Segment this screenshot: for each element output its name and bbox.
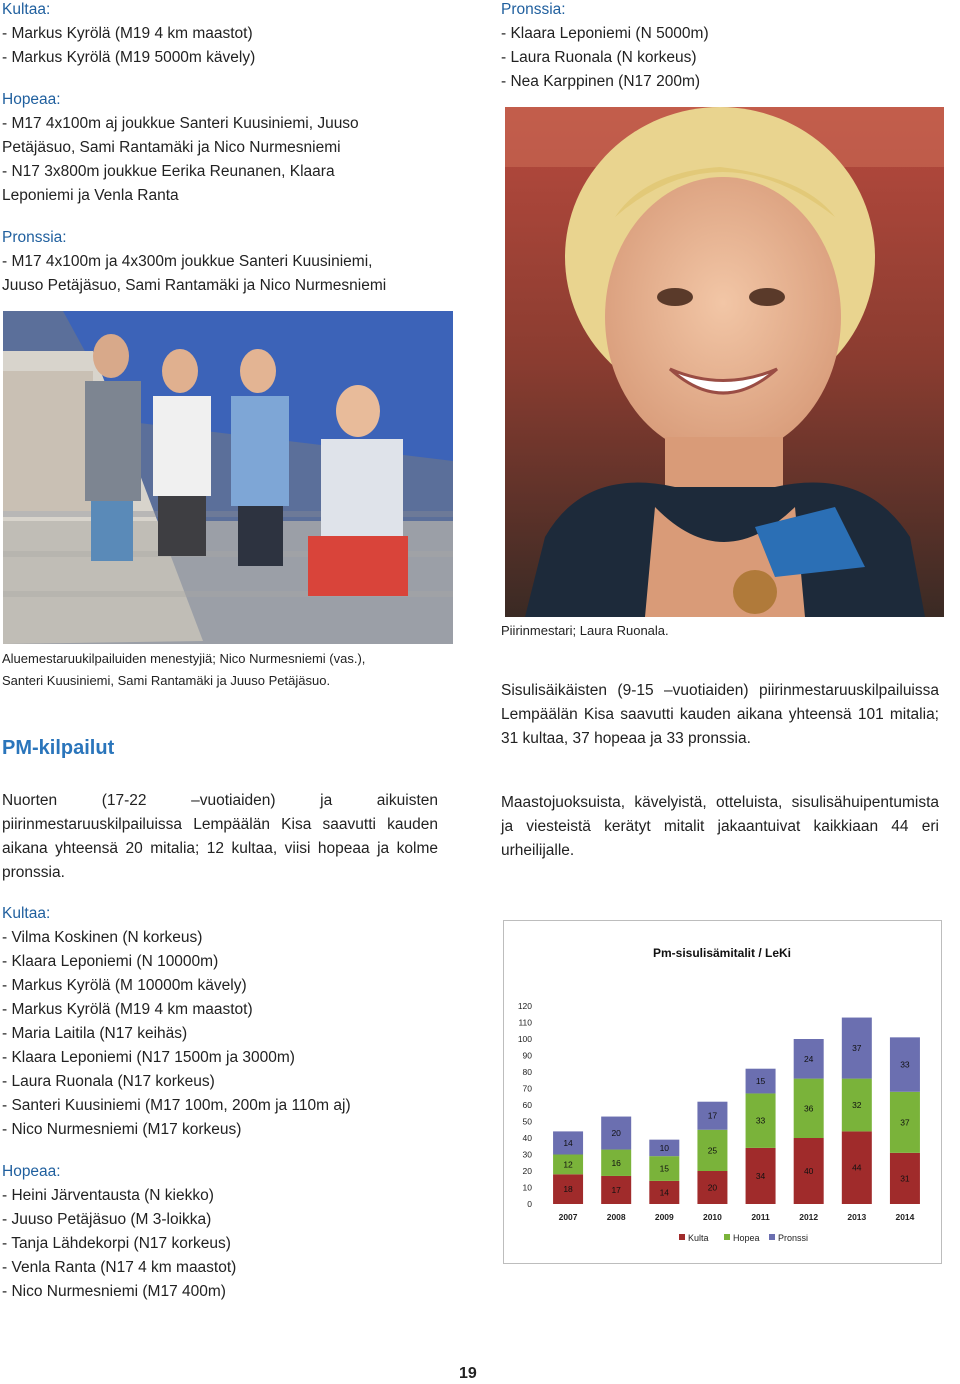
data-label: 14 xyxy=(659,1187,670,1198)
data-label: 34 xyxy=(755,1170,766,1181)
pm-paragraph xyxy=(2,789,438,885)
top-right-text xyxy=(501,0,941,94)
right-paragraph-1 xyxy=(501,679,939,751)
list-item: - N17 3x800m joukkue Eerika Reunanen, Klaara xyxy=(2,163,335,180)
data-label: 40 xyxy=(803,1166,814,1176)
x-tick-label: 2010 xyxy=(702,1212,722,1222)
legend-swatch xyxy=(679,1234,685,1240)
right-photo-caption: Piirinmestari; Laura Ruonala. xyxy=(501,623,669,638)
data-label: 20 xyxy=(611,1128,621,1139)
y-tick-label: 20 xyxy=(522,1166,532,1176)
list-item: - Laura Ruonala (N korkeus) xyxy=(501,49,697,66)
data-label: 25 xyxy=(707,1145,718,1156)
list-item: - Markus Kyrölä (M 10000m kävely) xyxy=(2,977,247,994)
list-item: - Tanja Lähdekorpi (N17 korkeus) xyxy=(2,1235,231,1252)
data-label: 33 xyxy=(755,1115,766,1126)
x-tick-label: 2009 xyxy=(654,1212,674,1222)
data-label: 18 xyxy=(563,1184,573,1195)
right-paragraph-2 xyxy=(501,791,939,863)
list-item: - Vilma Koskinen (N korkeus) xyxy=(2,929,203,946)
y-tick-label: 60 xyxy=(522,1100,532,1110)
list-item: - M17 4x100m aj joukkue Santeri Kuusiniemi, Juuso xyxy=(2,115,359,132)
relay-team-photo xyxy=(3,311,453,644)
y-tick-label: 110 xyxy=(518,1017,532,1028)
list-item: Petäjäsuo, Sami Rantamäki ja Nico Nurmesniemi xyxy=(2,139,341,156)
medals-text: Maastojuoksuista, kävelyistä, otteluista, sisulisähuipentumista ja viesteistä kerätyt mitalit jakaantuivat kaikkiaan 44 eri urheilijalle. xyxy=(501,794,939,859)
list-item: Leponiemi ja Venla Ranta xyxy=(2,187,179,204)
list-item: - Juuso Petäjäsuo (M 3-loikka) xyxy=(2,1211,212,1228)
data-label: 12 xyxy=(563,1159,573,1170)
list-item: - Markus Kyrölä (M19 4 km maastot) xyxy=(2,25,253,42)
y-tick-label: 40 xyxy=(522,1133,532,1143)
bottom-left-text xyxy=(2,902,472,1304)
data-label: 32 xyxy=(852,1100,862,1110)
data-label: 16 xyxy=(611,1157,621,1168)
list-item: - M17 4x100m ja 4x300m joukkue Santeri Kuusiniemi, xyxy=(2,253,373,270)
data-label: 31 xyxy=(900,1173,910,1184)
list-item: - Nico Nurmesniemi (M17 korkeus) xyxy=(2,1121,242,1138)
left-photo-caption-line2: Santeri Kuusiniemi, Sami Rantamäki ja Juuso Petäjäsuo. xyxy=(2,673,331,688)
list-item: Juuso Petäjäsuo, Sami Rantamäki ja Nico Nurmesniemi xyxy=(2,277,387,294)
athlete-portrait-photo xyxy=(505,107,944,617)
list-item: - Markus Kyrölä (M19 4 km maastot) xyxy=(2,1001,253,1018)
chart-title: Pm-sisulisämitalit / LeKi xyxy=(652,946,792,960)
data-label: 37 xyxy=(852,1043,862,1054)
list-item: - Maria Laitila (N17 keihäs) xyxy=(2,1025,188,1042)
pm-title: PM-kilpailut xyxy=(2,737,115,759)
data-label: 44 xyxy=(852,1162,862,1173)
legend-swatch xyxy=(724,1234,730,1240)
x-tick-label: 2013 xyxy=(847,1212,867,1222)
list-item: - Klaara Leponiemi (N 10000m) xyxy=(2,953,219,970)
data-label: 37 xyxy=(900,1117,910,1128)
medal-chart-svg xyxy=(504,921,941,1263)
data-label: 33 xyxy=(900,1059,910,1070)
x-tick-label: 2007 xyxy=(558,1212,578,1222)
y-tick-label: 90 xyxy=(522,1050,532,1061)
list-item: - Santeri Kuusiniemi (M17 100m, 200m ja 110m aj) xyxy=(2,1097,351,1114)
pm-text: Nuorten (17-22 –vuotiaiden) ja aikuisten piirinmestaruuskilpailuissa Lempäälän Kisa saavutti kauden aikana yhteensä 20 mitalia; 12 kultaa, viisi hopeaa ja kolme pronssia. xyxy=(2,792,438,881)
y-tick-label: 0 xyxy=(527,1199,532,1209)
legend-label: Pronssi xyxy=(778,1233,809,1243)
gold-heading: Kultaa: xyxy=(2,1,51,18)
list-item: - Heini Järventausta (N kiekko) xyxy=(2,1187,214,1204)
x-tick-label: 2008 xyxy=(606,1212,626,1222)
y-tick-label: 50 xyxy=(522,1116,532,1127)
data-label: 15 xyxy=(659,1163,670,1174)
x-tick-label: 2012 xyxy=(799,1212,819,1222)
bronze-heading: Pronssia: xyxy=(2,229,67,246)
data-label: 15 xyxy=(755,1076,766,1087)
silver-heading: Hopeaa: xyxy=(2,91,61,108)
list-item: - Klaara Leponiemi (N17 1500m ja 3000m) xyxy=(2,1049,295,1066)
data-label: 24 xyxy=(803,1053,814,1064)
top-left-text xyxy=(2,0,472,298)
y-tick-label: 30 xyxy=(522,1149,532,1160)
data-label: 17 xyxy=(611,1184,621,1195)
legend-label: Kulta xyxy=(688,1233,709,1243)
page-number: 19 xyxy=(459,1365,477,1382)
data-label: 14 xyxy=(563,1137,573,1148)
data-label: 20 xyxy=(707,1182,718,1193)
x-tick-label: 2011 xyxy=(751,1212,770,1222)
y-tick-label: 100 xyxy=(517,1034,532,1044)
list-item: - Laura Ruonala (N17 korkeus) xyxy=(2,1073,215,1090)
legend-label: Hopea xyxy=(733,1233,760,1243)
y-tick-label: 10 xyxy=(522,1182,532,1193)
sisu-text: Sisulisäikäisten (9-15 –vuotiaiden) piirinmestaruuskilpailuissa Lempäälän Kisa saavutti kauden aikana yhteensä 101 mitalia; 31 kultaa, 37 hopeaa ja 33 pronssia. xyxy=(501,682,939,747)
legend-swatch xyxy=(769,1234,775,1240)
gold-heading: Kultaa: xyxy=(2,905,51,922)
left-photo-caption-line1: Aluemestaruukilpailuiden menestyjiä; Nico Nurmesniemi (vas.), xyxy=(2,651,366,666)
y-tick-label: 80 xyxy=(522,1067,532,1077)
y-tick-label: 70 xyxy=(522,1083,532,1094)
list-item: - Nea Karppinen (N17 200m) xyxy=(501,73,701,90)
bronze-heading: Pronssia: xyxy=(501,1,566,18)
medal-chart xyxy=(503,920,942,1264)
list-item: - Markus Kyrölä (M19 5000m kävely) xyxy=(2,49,256,66)
list-item: - Nico Nurmesniemi (M17 400m) xyxy=(2,1283,226,1300)
x-tick-label: 2014 xyxy=(895,1212,915,1222)
list-item: - Klaara Leponiemi (N 5000m) xyxy=(501,25,709,42)
data-label: 36 xyxy=(803,1103,814,1114)
data-label: 10 xyxy=(659,1142,670,1153)
silver-heading: Hopeaa: xyxy=(2,1163,61,1180)
y-tick-label: 120 xyxy=(517,1001,532,1011)
list-item: - Venla Ranta (N17 4 km maastot) xyxy=(2,1259,237,1276)
data-label: 17 xyxy=(707,1110,718,1121)
